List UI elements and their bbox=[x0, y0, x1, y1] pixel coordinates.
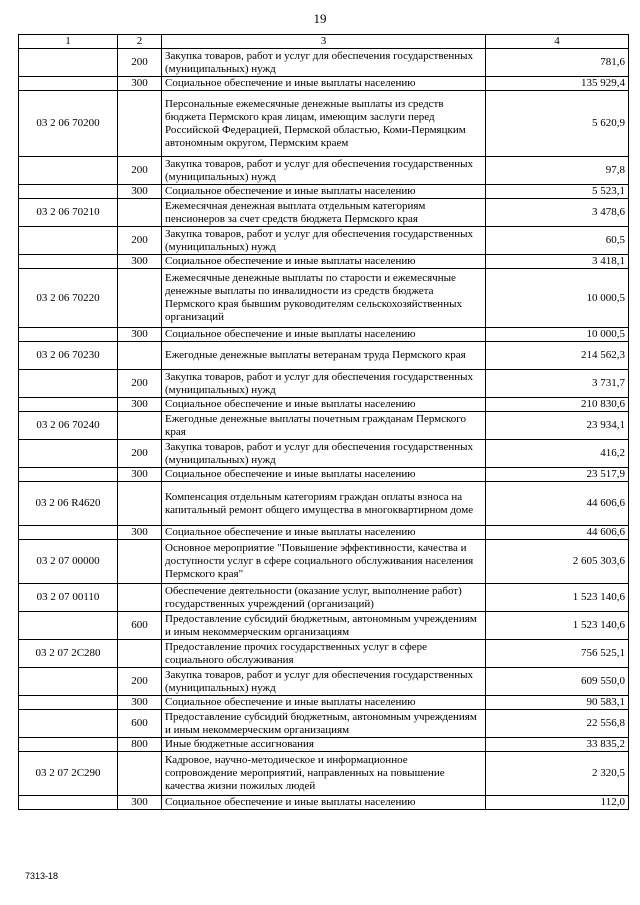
row-code: 03 2 06 70230 bbox=[19, 342, 118, 370]
row-description: Социальное обеспечение и иные выплаты населению bbox=[162, 328, 486, 342]
row-description: Предоставление субсидий бюджетным, автономным учреждениям и иным некоммерческим организациям bbox=[162, 710, 486, 738]
row-expense-type: 600 bbox=[118, 710, 162, 738]
row-code bbox=[19, 710, 118, 738]
table-body bbox=[19, 49, 629, 810]
row-amount: 781,6 bbox=[486, 49, 629, 77]
row-expense-type: 200 bbox=[118, 157, 162, 185]
table-row bbox=[19, 540, 629, 584]
row-expense-type bbox=[118, 640, 162, 668]
row-description: Иные бюджетные ассигнования bbox=[162, 738, 486, 752]
header-col-1: 1 bbox=[19, 35, 118, 49]
row-code bbox=[19, 255, 118, 269]
row-code bbox=[19, 398, 118, 412]
row-description: Закупка товаров, работ и услуг для обеспечения государственных (муниципальных) нужд bbox=[162, 227, 486, 255]
row-description: Закупка товаров, работ и услуг для обеспечения государственных (муниципальных) нужд bbox=[162, 49, 486, 77]
row-expense-type: 200 bbox=[118, 370, 162, 398]
row-expense-type bbox=[118, 540, 162, 584]
table-row bbox=[19, 710, 629, 738]
table-row bbox=[19, 370, 629, 398]
row-expense-type bbox=[118, 482, 162, 526]
row-amount: 1 523 140,6 bbox=[486, 584, 629, 612]
row-expense-type: 300 bbox=[118, 468, 162, 482]
table-row bbox=[19, 482, 629, 526]
row-description: Социальное обеспечение и иные выплаты населению bbox=[162, 398, 486, 412]
row-description: Ежемесячные денежные выплаты по старости и ежемесячные денежные выплаты по инвалидности из средств бюджета Пермского края бывшим руководителям сельскохозяйственных организаций bbox=[162, 269, 486, 328]
header-col-3: 3 bbox=[162, 35, 486, 49]
table-row bbox=[19, 185, 629, 199]
row-amount: 44 606,6 bbox=[486, 526, 629, 540]
row-code: 03 2 07 2С280 bbox=[19, 640, 118, 668]
table-row bbox=[19, 640, 629, 668]
table-row bbox=[19, 91, 629, 157]
row-code bbox=[19, 49, 118, 77]
row-amount: 10 000,5 bbox=[486, 328, 629, 342]
table-row bbox=[19, 199, 629, 227]
row-amount: 3 478,6 bbox=[486, 199, 629, 227]
row-code: 03 2 06 70200 bbox=[19, 91, 118, 157]
header-col-4: 4 bbox=[486, 35, 629, 49]
table-row bbox=[19, 269, 629, 328]
row-code bbox=[19, 696, 118, 710]
budget-table bbox=[18, 34, 629, 810]
row-amount: 5 523,1 bbox=[486, 185, 629, 199]
row-amount: 44 606,6 bbox=[486, 482, 629, 526]
row-code bbox=[19, 738, 118, 752]
row-amount: 97,8 bbox=[486, 157, 629, 185]
row-description: Социальное обеспечение и иные выплаты населению bbox=[162, 255, 486, 269]
row-amount: 60,5 bbox=[486, 227, 629, 255]
row-code bbox=[19, 328, 118, 342]
table-row bbox=[19, 526, 629, 540]
table-row bbox=[19, 738, 629, 752]
table-row bbox=[19, 255, 629, 269]
row-amount: 2 605 303,6 bbox=[486, 540, 629, 584]
row-expense-type: 300 bbox=[118, 255, 162, 269]
row-amount: 23 934,1 bbox=[486, 412, 629, 440]
row-description: Предоставление прочих государственных услуг в сфере социального обслуживания bbox=[162, 640, 486, 668]
header-col-2: 2 bbox=[118, 35, 162, 49]
table-row bbox=[19, 342, 629, 370]
row-code bbox=[19, 440, 118, 468]
row-description: Закупка товаров, работ и услуг для обеспечения государственных (муниципальных) нужд bbox=[162, 157, 486, 185]
row-description: Закупка товаров, работ и услуг для обеспечения государственных (муниципальных) нужд bbox=[162, 668, 486, 696]
table-row bbox=[19, 49, 629, 77]
row-code: 03 2 06 70220 bbox=[19, 269, 118, 328]
row-amount: 609 550,0 bbox=[486, 668, 629, 696]
row-description: Социальное обеспечение и иные выплаты населению bbox=[162, 77, 486, 91]
table-row bbox=[19, 440, 629, 468]
row-expense-type bbox=[118, 584, 162, 612]
row-expense-type: 200 bbox=[118, 227, 162, 255]
row-code bbox=[19, 185, 118, 199]
row-amount: 2 320,5 bbox=[486, 752, 629, 796]
row-code bbox=[19, 227, 118, 255]
table-row bbox=[19, 77, 629, 91]
row-code bbox=[19, 468, 118, 482]
row-expense-type: 300 bbox=[118, 696, 162, 710]
row-amount: 5 620,9 bbox=[486, 91, 629, 157]
row-expense-type: 200 bbox=[118, 440, 162, 468]
row-expense-type bbox=[118, 91, 162, 157]
row-description: Персональные ежемесячные денежные выплаты из средств бюджета Пермского края лицам, имеющим заслуги перед Российской Федерацией, Пермской областью, Коми-Пермяцким автономным округом, Пермским краем bbox=[162, 91, 486, 157]
table-header-row bbox=[19, 35, 629, 49]
row-description: Социальное обеспечение и иные выплаты населению bbox=[162, 796, 486, 810]
row-description: Социальное обеспечение и иные выплаты населению bbox=[162, 468, 486, 482]
row-amount: 1 523 140,6 bbox=[486, 612, 629, 640]
row-description: Закупка товаров, работ и услуг для обеспечения государственных (муниципальных) нужд bbox=[162, 370, 486, 398]
row-expense-type bbox=[118, 412, 162, 440]
row-description: Ежегодные денежные выплаты почетным гражданам Пермского края bbox=[162, 412, 486, 440]
row-code: 03 2 07 00000 bbox=[19, 540, 118, 584]
row-amount: 210 830,6 bbox=[486, 398, 629, 412]
row-expense-type bbox=[118, 342, 162, 370]
row-code bbox=[19, 157, 118, 185]
row-amount: 22 556,8 bbox=[486, 710, 629, 738]
row-expense-type: 300 bbox=[118, 398, 162, 412]
row-code: 03 2 06 R4620 bbox=[19, 482, 118, 526]
table-row bbox=[19, 612, 629, 640]
row-description: Ежегодные денежные выплаты ветеранам труда Пермского края bbox=[162, 342, 486, 370]
row-description: Закупка товаров, работ и услуг для обеспечения государственных (муниципальных) нужд bbox=[162, 440, 486, 468]
row-code bbox=[19, 526, 118, 540]
page-number: 19 bbox=[313, 11, 327, 26]
row-code: 03 2 06 70210 bbox=[19, 199, 118, 227]
table-row bbox=[19, 796, 629, 810]
row-amount: 3 418,1 bbox=[486, 255, 629, 269]
row-description: Ежемесячная денежная выплата отдельным категориям пенсионеров за счет средств бюджета Пермского края bbox=[162, 199, 486, 227]
row-amount: 3 731,7 bbox=[486, 370, 629, 398]
table-row bbox=[19, 157, 629, 185]
table-row bbox=[19, 398, 629, 412]
row-code bbox=[19, 796, 118, 810]
row-expense-type: 800 bbox=[118, 738, 162, 752]
table-row bbox=[19, 328, 629, 342]
row-expense-type bbox=[118, 199, 162, 227]
document-code: 7313-18 bbox=[25, 871, 59, 881]
row-description: Социальное обеспечение и иные выплаты населению bbox=[162, 185, 486, 199]
row-description: Кадровое, научно-методическое и информационное сопровождение мероприятий, направленных на повышение качества жизни пожилых людей bbox=[162, 752, 486, 796]
row-expense-type bbox=[118, 752, 162, 796]
row-amount: 135 929,4 bbox=[486, 77, 629, 91]
row-amount: 112,0 bbox=[486, 796, 629, 810]
row-code: 03 2 07 2С290 bbox=[19, 752, 118, 796]
row-expense-type: 300 bbox=[118, 185, 162, 199]
table-row bbox=[19, 227, 629, 255]
row-code bbox=[19, 77, 118, 91]
table-row bbox=[19, 668, 629, 696]
row-amount: 23 517,9 bbox=[486, 468, 629, 482]
row-code bbox=[19, 612, 118, 640]
table-row bbox=[19, 584, 629, 612]
row-expense-type: 200 bbox=[118, 49, 162, 77]
row-code bbox=[19, 668, 118, 696]
row-amount: 10 000,5 bbox=[486, 269, 629, 328]
row-expense-type: 200 bbox=[118, 668, 162, 696]
row-amount: 33 835,2 bbox=[486, 738, 629, 752]
row-expense-type: 300 bbox=[118, 796, 162, 810]
table-row bbox=[19, 468, 629, 482]
row-code: 03 2 06 70240 bbox=[19, 412, 118, 440]
row-description: Социальное обеспечение и иные выплаты населению bbox=[162, 696, 486, 710]
row-description: Компенсация отдельным категориям граждан оплаты взноса на капитальный ремонт общего имущества в многоквартирном доме bbox=[162, 482, 486, 526]
row-expense-type: 300 bbox=[118, 526, 162, 540]
row-amount: 214 562,3 bbox=[486, 342, 629, 370]
row-description: Обеспечение деятельности (оказание услуг, выполнение работ) государственных учреждений (организаций) bbox=[162, 584, 486, 612]
row-expense-type: 300 bbox=[118, 77, 162, 91]
table-row bbox=[19, 696, 629, 710]
row-description: Предоставление субсидий бюджетным, автономным учреждениям и иным некоммерческим организациям bbox=[162, 612, 486, 640]
row-expense-type bbox=[118, 269, 162, 328]
row-description: Основное мероприятие "Повышение эффективности, качества и доступности услуг в сфере социального обслуживания населения Пермского края" bbox=[162, 540, 486, 584]
row-code: 03 2 07 00110 bbox=[19, 584, 118, 612]
row-expense-type: 300 bbox=[118, 328, 162, 342]
row-expense-type: 600 bbox=[118, 612, 162, 640]
row-code bbox=[19, 370, 118, 398]
table-row bbox=[19, 412, 629, 440]
row-amount: 90 583,1 bbox=[486, 696, 629, 710]
row-amount: 756 525,1 bbox=[486, 640, 629, 668]
row-description: Социальное обеспечение и иные выплаты населению bbox=[162, 526, 486, 540]
row-amount: 416,2 bbox=[486, 440, 629, 468]
table-row bbox=[19, 752, 629, 796]
